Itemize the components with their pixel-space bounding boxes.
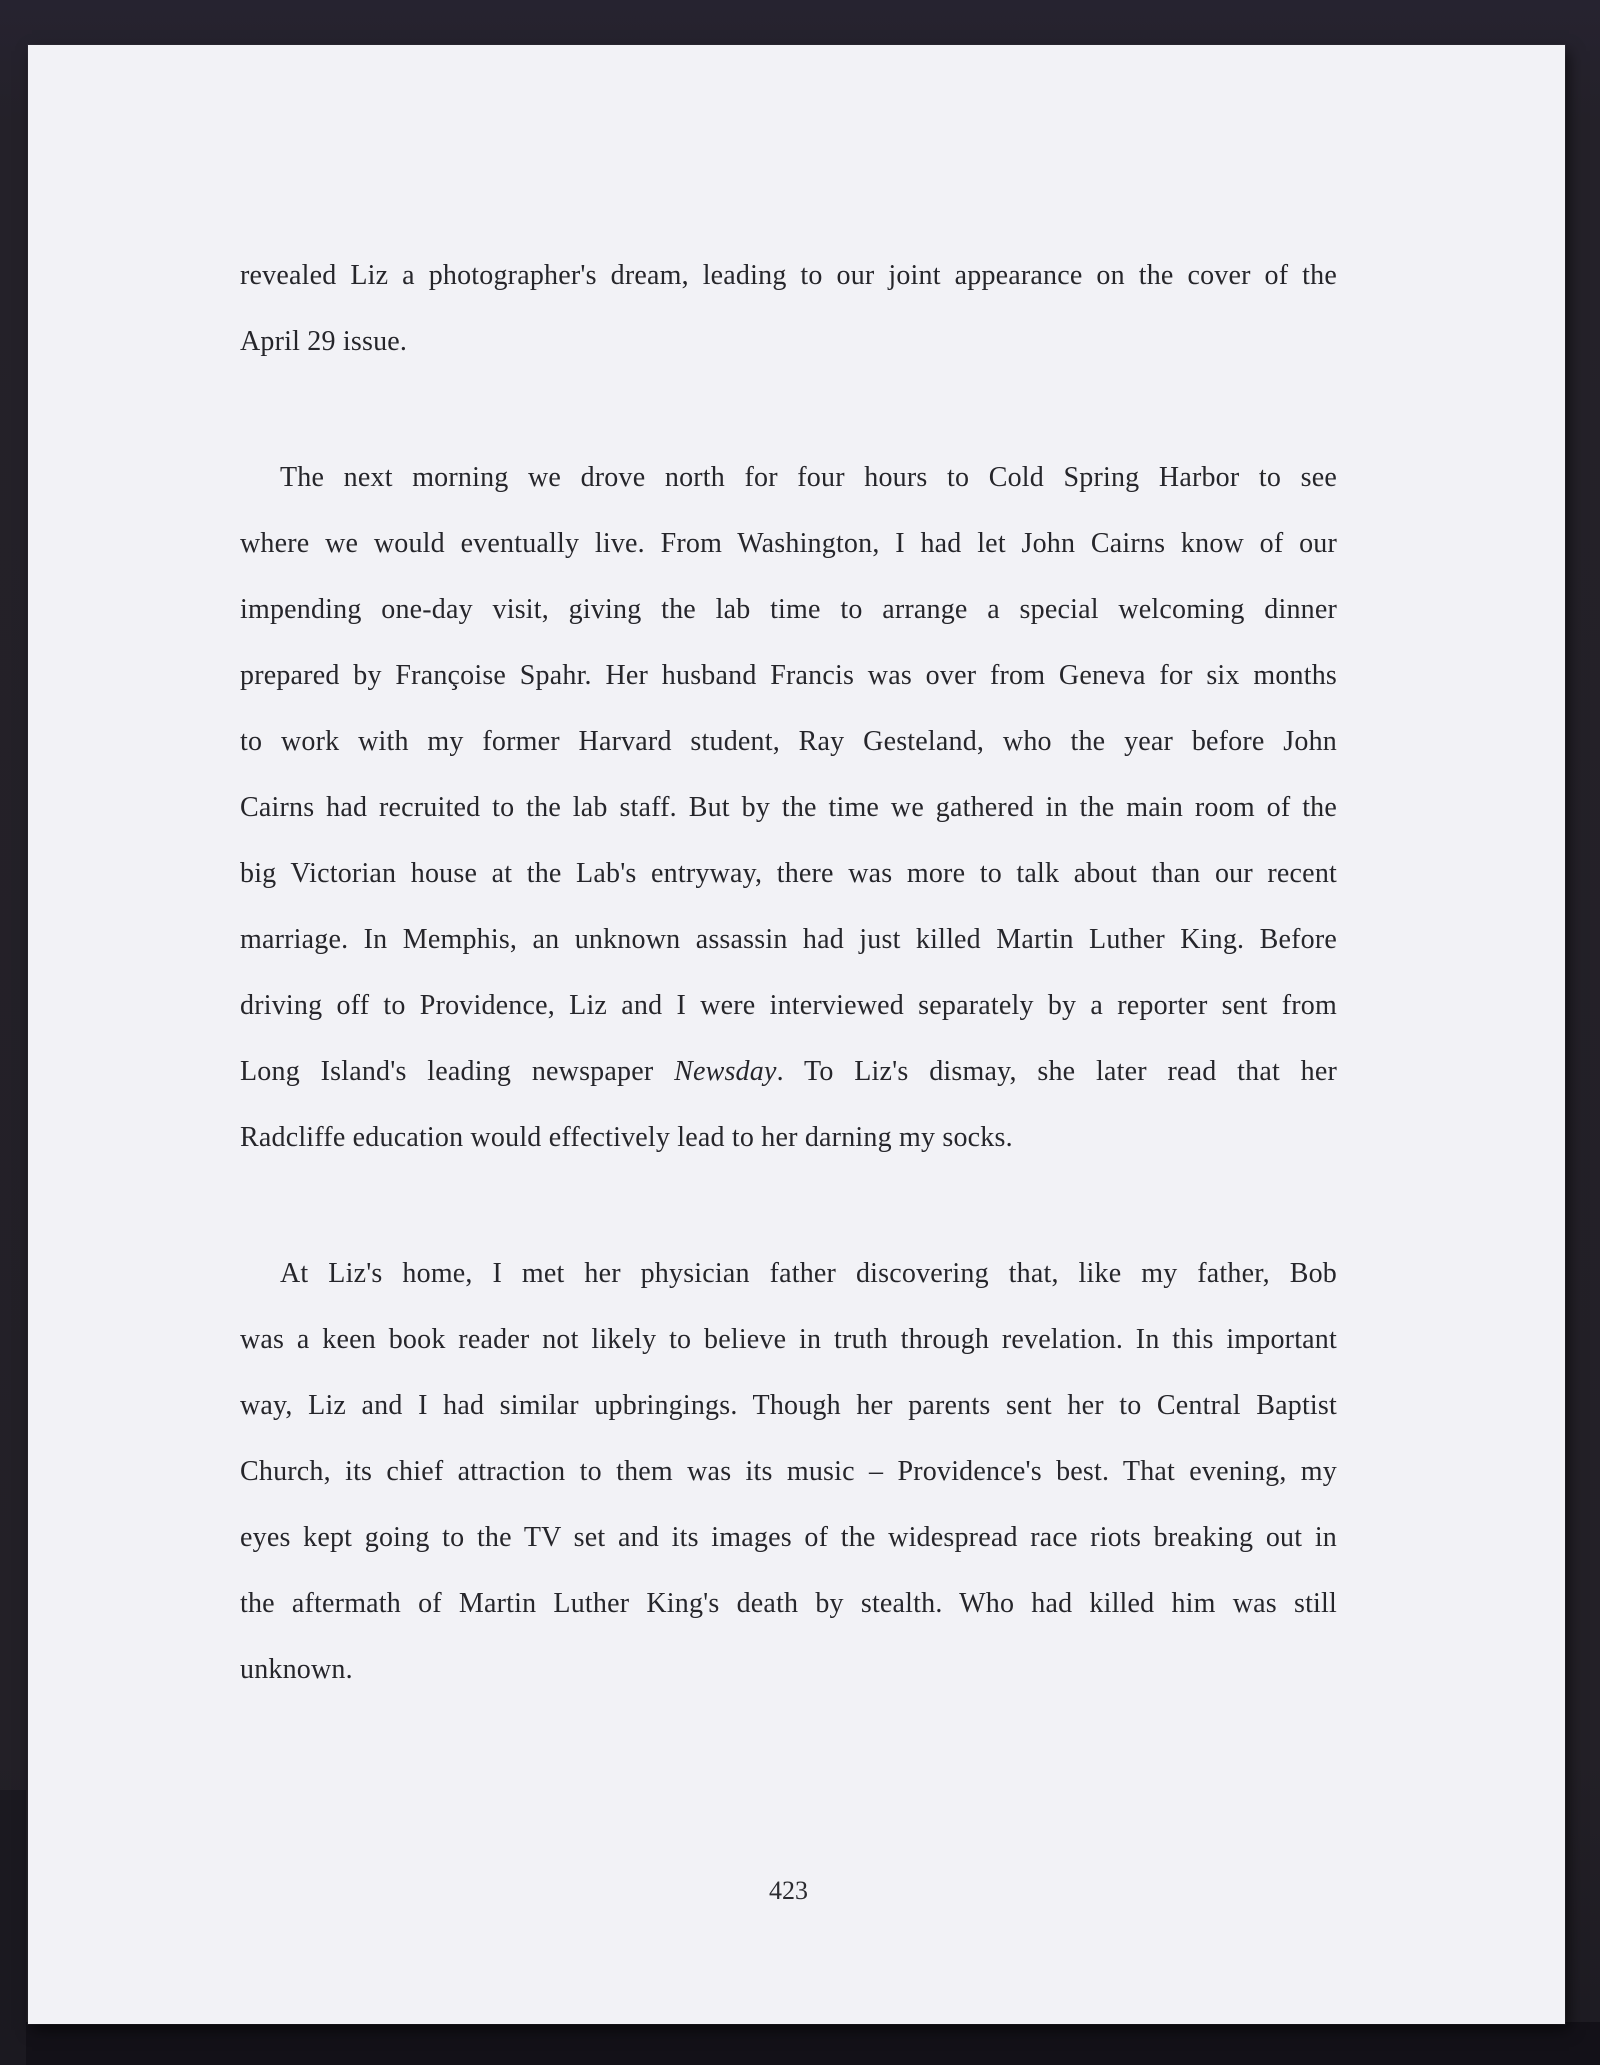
- text-line: [240, 1373, 1337, 1439]
- text-line: [240, 511, 1337, 577]
- text-line: [240, 1637, 1337, 1703]
- text-line: [240, 309, 1337, 375]
- text-run: Church, its chief attraction to them was its music – Providence's best. That evening, my: [240, 1456, 1337, 1487]
- text-run: Radcliffe education would effectively lead to her darning my socks.: [240, 1122, 1013, 1153]
- italic-publication-name: Newsday: [674, 1056, 777, 1087]
- page-text: [240, 243, 1337, 1703]
- text-run: driving off to Providence, Liz and I were interviewed separately by a reporter sent from: [240, 990, 1337, 1021]
- text-run: April 29 issue.: [240, 326, 408, 357]
- backdrop-bottom-band: [0, 2022, 1600, 2065]
- text-run: . To Liz's dismay, she later read that her: [776, 1056, 1338, 1087]
- text-line: [240, 643, 1337, 709]
- text-line: [240, 1105, 1337, 1171]
- text-line: [240, 1439, 1337, 1505]
- text-run: Long Island's leading newspaper: [240, 1056, 675, 1087]
- text-line: [240, 973, 1337, 1039]
- text-run: was a keen book reader not likely to believe in truth through revelation. In this important: [240, 1324, 1337, 1355]
- text-run: to work with my former Harvard student, Ray Gesteland, who the year before John: [240, 726, 1337, 757]
- text-line: [240, 1307, 1337, 1373]
- page-number: 423: [769, 1876, 808, 1905]
- text-run: prepared by Françoise Spahr. Her husband Francis was over from Geneva for six months: [240, 660, 1337, 691]
- text-line: [240, 1571, 1337, 1637]
- text-line: [240, 1241, 1337, 1307]
- text-run: At Liz's home, I met her physician father discovering that, like my father, Bob: [280, 1258, 1337, 1289]
- text-line: [240, 445, 1337, 511]
- text-line: [240, 577, 1337, 643]
- text-line: [240, 1505, 1337, 1571]
- text-run: marriage. In Memphis, an unknown assassin had just killed Martin Luther King. Before: [240, 924, 1337, 955]
- text-run: unknown.: [240, 1654, 353, 1685]
- text-run: big Victorian house at the Lab's entryway, there was more to talk about than our recent: [240, 858, 1337, 889]
- text-line: [240, 1039, 1337, 1105]
- paragraph: [240, 243, 1337, 375]
- text-run: eyes kept going to the TV set and its images of the widespread race riots breaking out in: [240, 1522, 1337, 1553]
- scanned-page: [28, 45, 1565, 2024]
- text-line: [240, 243, 1337, 309]
- backdrop-left-strip: [0, 1790, 26, 2065]
- paragraph: [240, 1241, 1337, 1703]
- text-run: way, Liz and I had similar upbringings. Though her parents sent her to Central Baptist: [240, 1390, 1337, 1421]
- text-line: [240, 775, 1337, 841]
- text-run: The next morning we drove north for four hours to Cold Spring Harbor to see: [280, 462, 1337, 493]
- text-line: [240, 841, 1337, 907]
- text-line: [240, 907, 1337, 973]
- text-run: where we would eventually live. From Washington, I had let John Cairns know of our: [240, 528, 1337, 559]
- paragraph: [240, 445, 1337, 1171]
- text-run: revealed Liz a photographer's dream, leading to our joint appearance on the cover of the: [240, 260, 1337, 291]
- text-run: Cairns had recruited to the lab staff. But by the time we gathered in the main room of the: [240, 792, 1337, 823]
- text-run: impending one-day visit, giving the lab time to arrange a special welcoming dinner: [240, 594, 1337, 625]
- text-run: the aftermath of Martin Luther King's death by stealth. Who had killed him was still: [240, 1588, 1337, 1619]
- text-line: [240, 709, 1337, 775]
